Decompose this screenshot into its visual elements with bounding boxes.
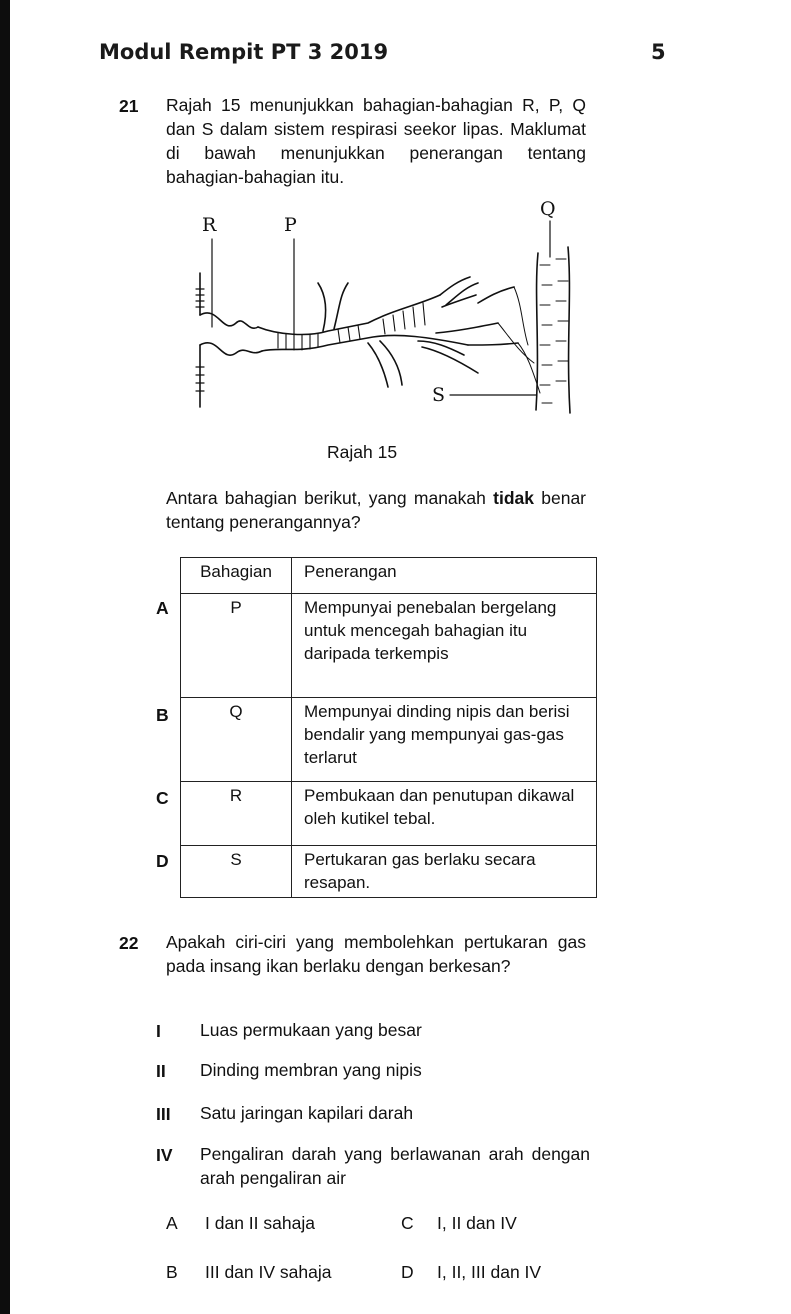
question-22-text: Apakah ciri-ciri yang membolehkan pertukaran gas pada insang ikan berlaku dengan berkesan? (166, 932, 586, 976)
option-letter-a[interactable]: A (156, 598, 169, 618)
branch-upper-right-a (440, 277, 470, 295)
question-22-number: 22 (119, 933, 139, 953)
tissue-left-edge (536, 253, 538, 410)
option-letter-a[interactable]: A (166, 1213, 178, 1233)
tracheal-system-diagram (178, 195, 580, 420)
spiracle-upper-lip (200, 313, 258, 328)
statement-numeral: III (156, 1104, 171, 1124)
table-row (181, 698, 597, 782)
statement-text: Satu jaringan kapilari darah (200, 1103, 414, 1123)
question-21-prompt: Antara bahagian berikut, yang manakah tidak benar tentang penerangannya? (166, 488, 587, 532)
row-part: Q (181, 698, 292, 782)
branch-up-right (334, 283, 348, 329)
option-text-a[interactable]: I dan II sahaja (205, 1213, 315, 1233)
statement-numeral: II (156, 1061, 166, 1081)
statement-text: Luas permukaan yang besar (200, 1020, 422, 1040)
branch-down-a (368, 343, 388, 387)
statement-numeral: I (156, 1021, 161, 1041)
figure-caption: Rajah 15 (327, 442, 398, 462)
branch-up-left (318, 283, 326, 331)
branch-mid-right-a (436, 323, 498, 333)
header-bahagian: Bahagian (181, 558, 292, 594)
option-letter-c[interactable]: C (156, 788, 169, 808)
question-21-number: 21 (119, 96, 139, 116)
table-row (181, 846, 597, 898)
statement-text: Pengaliran darah yang berlawanan arah dengan arah pengaliran air (200, 1144, 590, 1188)
table-row (181, 782, 597, 846)
option-text-c[interactable]: I, II dan IV (437, 1213, 517, 1233)
branch-top-right (478, 287, 514, 303)
diagram-label-r: R (202, 214, 217, 236)
option-text-b[interactable]: III dan IV sahaja (205, 1262, 332, 1282)
table-row (181, 594, 597, 698)
question-21-text: Rajah 15 menunjukkan bahagian-bahagian R, P, Q dan S dalam sistem respirasi seekor lipas. Maklumat di bawah menunjukkan penerangan tentang bahagian-bahagian itu. (166, 95, 586, 187)
option-letter-c[interactable]: C (401, 1213, 414, 1233)
diagram-label-q: Q (540, 198, 556, 220)
branch-lower-right-b (422, 347, 478, 373)
diagram-label-p: P (284, 214, 297, 236)
option-letter-b[interactable]: B (156, 705, 169, 725)
row-description: Mempunyai penebalan bergelang untuk mencegah bahagian itu daripada terkempis (292, 594, 597, 698)
row-description: Pertukaran gas berlaku secara resapan. (292, 846, 597, 898)
row-part: S (181, 846, 292, 898)
tracheole-a (514, 287, 528, 345)
row-description: Pembukaan dan penutupan dikawal oleh kutikel tebal. (292, 782, 597, 846)
statement-text: Dinding membran yang nipis (200, 1060, 422, 1080)
emphasis-tidak: tidak (493, 488, 534, 508)
branch-upper-right-c (442, 295, 476, 307)
option-letter-d[interactable]: D (156, 851, 169, 871)
row-part: R (181, 782, 292, 846)
trachea-upper-edge (258, 295, 440, 334)
row-part: P (181, 594, 292, 698)
diagram-label-s: S (432, 384, 446, 406)
option-letter-b[interactable]: B (166, 1262, 178, 1282)
branch-down-b (380, 341, 402, 385)
answer-table (180, 557, 597, 898)
branch-mid-right-b (468, 343, 518, 345)
statement-numeral: IV (156, 1145, 173, 1165)
table-header-row (181, 558, 597, 594)
module-title: Modul Rempit PT 3 2019 (99, 40, 389, 64)
tissue-right-edge (568, 247, 570, 413)
spiracle-lower-lip (200, 343, 262, 355)
page-number: 5 (651, 40, 666, 64)
header-penerangan: Penerangan (292, 558, 597, 594)
option-text-d[interactable]: I, II, III dan IV (437, 1262, 542, 1282)
option-letter-d[interactable]: D (401, 1262, 414, 1282)
row-description: Mempunyai dinding nipis dan berisi bendalir yang mempunyai gas-gas terlarut (292, 698, 597, 782)
tissue-striations (540, 259, 568, 403)
